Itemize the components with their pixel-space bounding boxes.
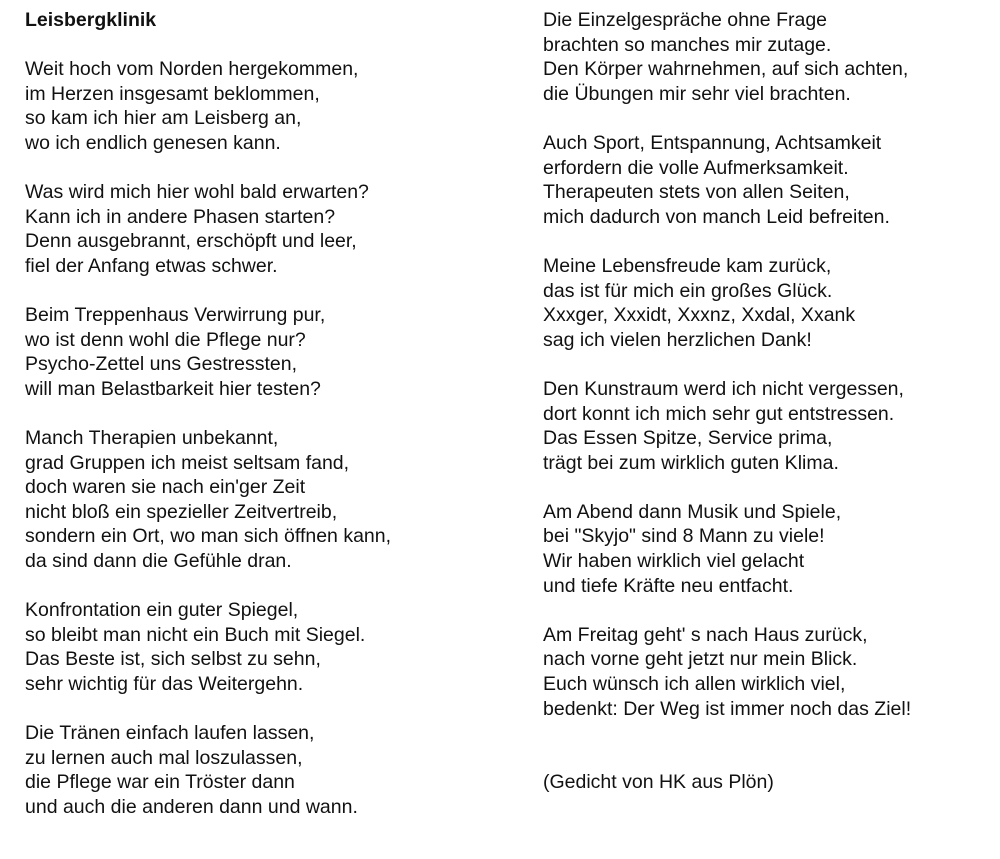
poem-line: Was wird mich hier wohl bald erwarten? — [25, 181, 369, 204]
poem-line: Den Kunstraum werd ich nicht vergessen, — [543, 377, 904, 400]
poem-line: Meine Lebensfreude kam zurück, — [543, 254, 832, 277]
poem-line: Am Freitag geht' s nach Haus zurück, — [543, 623, 868, 646]
poem-line: Die Tränen einfach laufen lassen, — [25, 722, 315, 745]
poem-line: Therapeuten stets von allen Seiten, — [543, 181, 850, 204]
poem-line: die Pflege war ein Tröster dann — [25, 771, 295, 794]
stanza — [25, 57, 495, 155]
stanza — [25, 721, 495, 819]
poem-line: sag ich vielen herzlichen Dank! — [543, 328, 812, 351]
poem-line: Beim Treppenhaus Verwirrung pur, — [25, 304, 326, 327]
poem-line: Xxxger, Xxxidt, Xxxnz, Xxdal, Xxank — [543, 304, 856, 327]
poem-line: Manch Therapien unbekannt, — [25, 427, 279, 450]
poem-line: will man Belastbarkeit hier testen? — [25, 377, 321, 400]
poem-line: Die Einzelgespräche ohne Frage — [543, 9, 828, 31]
poem-line: Das Essen Spitze, Service prima, — [543, 427, 833, 450]
stanza — [25, 426, 495, 574]
right-column — [543, 8, 993, 795]
poem-line: Am Abend dann Musik und Spiele, — [543, 500, 842, 523]
poem-line: im Herzen insgesamt beklommen, — [25, 82, 320, 105]
poem-line: da sind dann die Gefühle dran. — [25, 550, 292, 573]
poem-line: das ist für mich ein großes Glück. — [543, 279, 833, 302]
poem-line: nach vorne geht jetzt nur mein Blick. — [543, 648, 858, 671]
right-stanzas — [543, 8, 993, 721]
poem-line: Kann ich in andere Phasen starten? — [25, 205, 336, 228]
poem-line: fiel der Anfang etwas schwer. — [25, 254, 278, 277]
poem-line: so bleibt man nicht ein Buch mit Siegel. — [25, 623, 366, 646]
stanza — [25, 598, 495, 696]
poem-line: nicht bloß ein spezieller Zeitvertreib, — [25, 500, 338, 523]
poem-line: Euch wünsch ich allen wirklich viel, — [543, 673, 846, 696]
poem-line: zu lernen auch mal loszulassen, — [25, 746, 303, 769]
poem-line: grad Gruppen ich meist seltsam fand, — [25, 451, 350, 474]
poem-line: erfordern die volle Aufmerksamkeit. — [543, 156, 849, 179]
poem-line: brachten so manches mir zutage. — [543, 33, 832, 56]
poem-line: wo ist denn wohl die Pflege nur? — [25, 328, 306, 351]
poem-signature: (Gedicht von HK aus Plön) — [543, 771, 774, 794]
poem-line: Denn ausgebrannt, erschöpft und leer, — [25, 230, 357, 253]
stanza — [543, 500, 993, 598]
left-column — [25, 8, 495, 844]
poem-line: die Übungen mir sehr viel brachten. — [543, 82, 851, 105]
stanza — [543, 131, 993, 229]
poem-line: und auch die anderen dann und wann. — [25, 796, 358, 818]
left-stanzas — [25, 57, 495, 819]
poem-line: Das Beste ist, sich selbst zu sehn, — [25, 648, 321, 671]
stanza — [543, 623, 993, 721]
stanza — [543, 8, 993, 106]
poem-line: wo ich endlich genesen kann. — [25, 131, 281, 154]
poem-line: sondern ein Ort, wo man sich öffnen kann, — [25, 525, 392, 548]
poem-line: so kam ich hier am Leisberg an, — [25, 107, 302, 130]
poem-line: sehr wichtig für das Weitergehn. — [25, 673, 304, 696]
poem-line: dort konnt ich mich sehr gut entstressen. — [543, 402, 895, 425]
poem-line: doch waren sie nach ein'ger Zeit — [25, 476, 306, 499]
poem-line: Konfrontation ein guter Spiegel, — [25, 599, 299, 622]
poem-line: trägt bei zum wirklich guten Klima. — [543, 451, 839, 474]
poem-line: bedenkt: Der Weg ist immer noch das Ziel! — [543, 697, 912, 720]
poem-title: Leisbergklinik — [25, 9, 157, 31]
poem-line: Wir haben wirklich viel gelacht — [543, 550, 805, 573]
poem-line: mich dadurch von manch Leid befreiten. — [543, 205, 890, 228]
poem-line: Psycho-Zettel uns Gestressten, — [25, 353, 298, 376]
poem-line: Auch Sport, Entspannung, Achtsamkeit — [543, 131, 882, 154]
poem-line: und tiefe Kräfte neu entfacht. — [543, 574, 794, 597]
stanza — [543, 377, 993, 475]
poem-line: bei "Skyjo" sind 8 Mann zu viele! — [543, 525, 825, 548]
stanza — [25, 303, 495, 401]
poem-line: Den Körper wahrnehmen, auf sich achten, — [543, 58, 909, 81]
stanza — [543, 254, 993, 352]
poem-line: Weit hoch vom Norden hergekommen, — [25, 58, 359, 81]
stanza — [25, 180, 495, 278]
